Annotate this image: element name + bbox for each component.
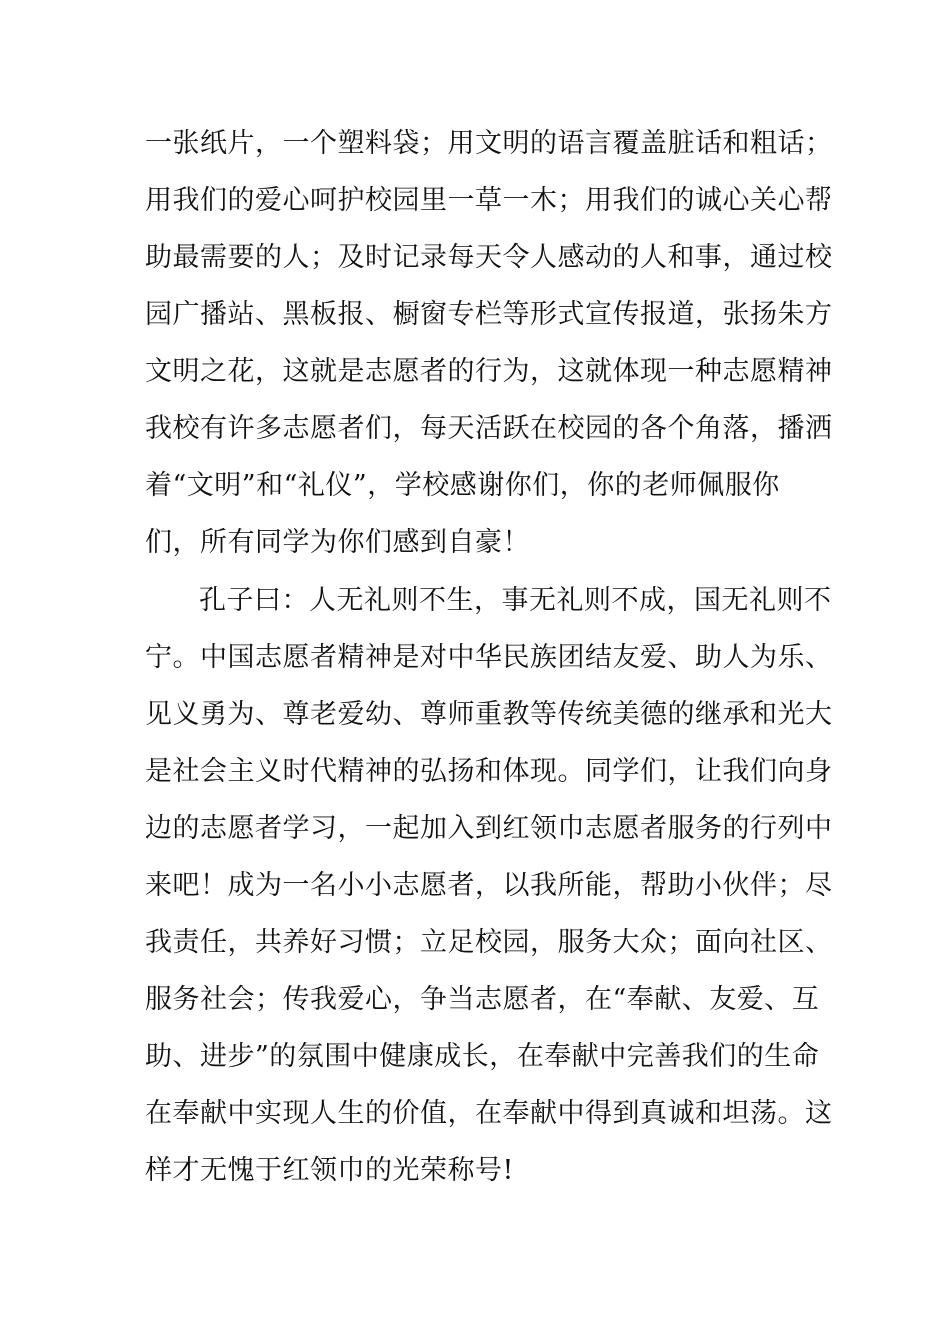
text-line: 边的志愿者学习，一起加入到红领巾志愿者服务的行列中 — [145, 813, 833, 844]
text-line: 见义勇为、尊老爱幼、尊师重教等传统美德的继承和光大 — [145, 699, 833, 730]
text-line: 我责任，共养好习惯；立足校园，服务大众；面向社区、 — [145, 927, 833, 958]
text-line: 服务社会；传我爱心，争当志愿者，在“奉献、友爱、互 — [145, 984, 820, 1015]
text-line: 着“文明”和“礼仪”，学校感谢你们，你的老师佩服你 — [145, 470, 780, 501]
text-line: 在奉献中实现人生的价值，在奉献中得到真诚和坦荡。这 — [145, 1098, 833, 1129]
text-line: 样才无愧于红领巾的光荣称号! — [145, 1155, 514, 1186]
text-line: 助、进步”的氛围中健康成长，在奉献中完善我们的生命 — [145, 1041, 820, 1072]
text-line: 来吧！成为一名小小志愿者，以我所能，帮助小伙伴；尽 — [145, 870, 833, 901]
text-line: 用我们的爱心呵护校园里一草一木；用我们的诚心关心帮 — [145, 185, 833, 216]
text-line: 助最需要的人；及时记录每天令人感动的人和事，通过校 — [145, 242, 833, 273]
text-line: 是社会主义时代精神的弘扬和体现。同学们，让我们向身 — [145, 756, 833, 787]
text-line: 园广播站、黑板报、橱窗专栏等形式宣传报道，张扬朱方 — [145, 299, 833, 330]
text-line: 们，所有同学为你们感到自豪！ — [145, 527, 530, 558]
paragraph-first-line: 孔子曰：人无礼则不生，事无礼则不成，国无礼则不 — [199, 585, 832, 616]
text-line: 宁。中国志愿者精神是对中华民族团结友爱、助人为乐、 — [145, 642, 833, 673]
text-line: 文明之花，这就是志愿者的行为，这就体现一种志愿精神 — [145, 356, 833, 387]
text-line: 一张纸片，一个塑料袋；用文明的语言覆盖脏话和粗话； — [145, 128, 833, 159]
text-line: 我校有许多志愿者们，每天活跃在校园的各个角落，播洒 — [145, 413, 833, 444]
